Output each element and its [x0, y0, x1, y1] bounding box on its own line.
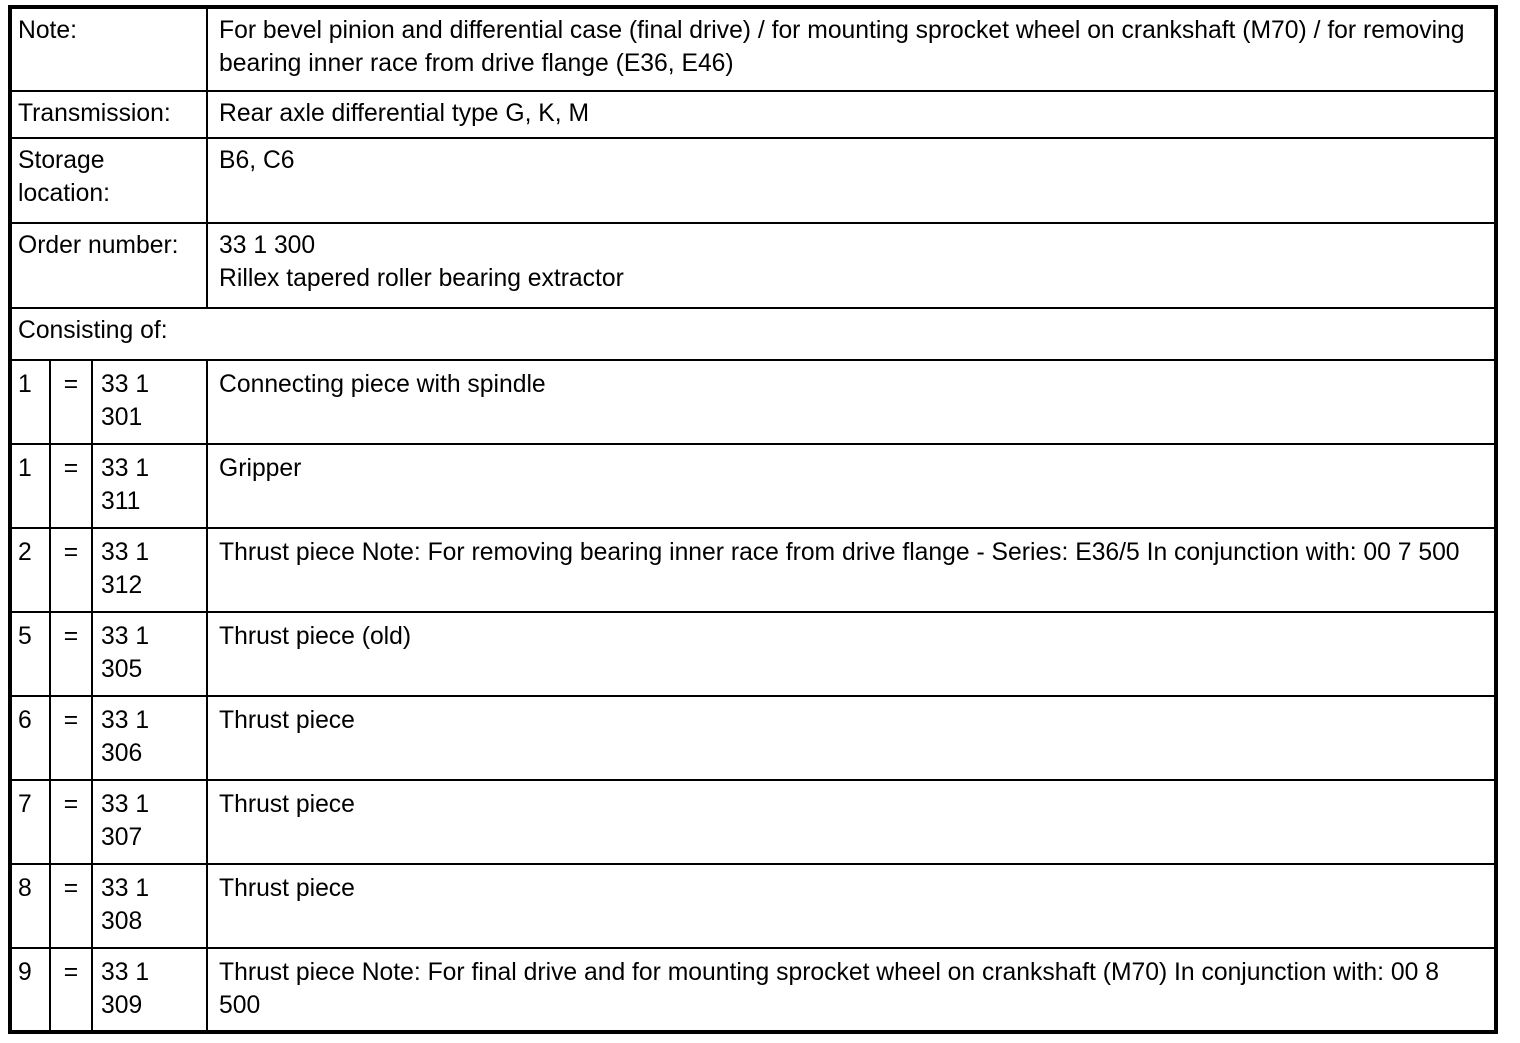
part-qty: 7	[18, 791, 32, 818]
equals-cell	[50, 864, 92, 948]
part-number-cell	[92, 444, 207, 528]
part-qty: 2	[18, 539, 32, 566]
note-row	[10, 7, 1496, 91]
part-qty: 9	[18, 959, 32, 986]
part-number-cell	[92, 948, 207, 1032]
part-number: 33 1 307	[101, 791, 150, 851]
order-number: 33 1 300	[219, 232, 316, 259]
special-tool-info-table	[8, 5, 1498, 1034]
order-number-label: Order number:	[18, 232, 179, 259]
transmission-label-cell	[10, 91, 207, 138]
equals-cell	[50, 612, 92, 696]
order-number-row	[10, 223, 1496, 308]
transmission-value: Rear axle differential type G, K, M	[219, 100, 590, 127]
part-description: Thrust piece (old)	[219, 623, 412, 650]
part-qty-cell	[10, 360, 50, 444]
part-description: Thrust piece	[219, 791, 355, 818]
part-number-cell	[92, 612, 207, 696]
equals-cell	[50, 444, 92, 528]
part-qty-cell	[10, 780, 50, 864]
consisting-of-label: Consisting of:	[18, 317, 168, 344]
part-qty-cell	[10, 948, 50, 1032]
part-qty: 1	[18, 371, 32, 398]
part-description-cell	[207, 444, 1496, 528]
storage-location-row	[10, 138, 1496, 223]
part-qty-cell	[10, 696, 50, 780]
part-row	[10, 444, 1496, 528]
consisting-of-cell	[10, 308, 1496, 360]
part-description-cell	[207, 780, 1496, 864]
part-number: 33 1 312	[101, 539, 150, 599]
part-row	[10, 780, 1496, 864]
part-qty: 5	[18, 623, 32, 650]
part-number-cell	[92, 864, 207, 948]
part-description: Gripper	[219, 455, 302, 482]
part-description-cell	[207, 360, 1496, 444]
note-label: Note:	[18, 17, 78, 44]
storage-location-label: Storage location:	[18, 147, 110, 207]
part-number-cell	[92, 696, 207, 780]
equals-sign: =	[63, 959, 79, 986]
note-label-cell	[10, 7, 207, 91]
order-number-label-cell	[10, 223, 207, 308]
part-qty-cell	[10, 444, 50, 528]
storage-location-value: B6, C6	[219, 147, 295, 174]
transmission-row	[10, 91, 1496, 138]
part-qty-cell	[10, 612, 50, 696]
part-number: 33 1 311	[101, 455, 150, 515]
equals-cell	[50, 696, 92, 780]
equals-cell	[50, 780, 92, 864]
part-description: Thrust piece	[219, 875, 355, 902]
part-row	[10, 696, 1496, 780]
equals-cell	[50, 948, 92, 1032]
part-description-cell	[207, 612, 1496, 696]
equals-cell	[50, 528, 92, 612]
equals-sign: =	[63, 707, 79, 734]
equals-sign: =	[63, 623, 79, 650]
part-description-cell	[207, 696, 1496, 780]
part-qty: 8	[18, 875, 32, 902]
part-number: 33 1 308	[101, 875, 150, 935]
part-number: 33 1 305	[101, 623, 150, 683]
part-number: 33 1 306	[101, 707, 150, 767]
part-row	[10, 864, 1496, 948]
part-number: 33 1 309	[101, 959, 150, 1019]
equals-sign: =	[63, 371, 79, 398]
part-description: Thrust piece Note: For removing bearing inner race from drive flange - Series: E36/5 In conjunction with: 00 7 500	[219, 539, 1460, 566]
part-number-cell	[92, 780, 207, 864]
part-qty-cell	[10, 528, 50, 612]
part-description: Thrust piece Note: For final drive and for mounting sprocket wheel on crankshaft (M70) In conjunction with: 00 8 500	[219, 959, 1439, 1019]
part-qty: 6	[18, 707, 32, 734]
note-value: For bevel pinion and differential case (final drive) / for mounting sprocket wheel on crankshaft (M70) / for removing bearing inner race from drive flange (E36, E46)	[219, 17, 1465, 77]
equals-sign: =	[63, 875, 79, 902]
consisting-of-row	[10, 308, 1496, 360]
part-description-cell	[207, 948, 1496, 1032]
transmission-label: Transmission:	[18, 100, 171, 127]
equals-sign: =	[63, 455, 79, 482]
part-number-cell	[92, 528, 207, 612]
equals-sign: =	[63, 539, 79, 566]
tool-name: Rillex tapered roller bearing extractor	[219, 265, 624, 292]
note-value-cell	[207, 7, 1496, 91]
part-row	[10, 948, 1496, 1032]
transmission-value-cell	[207, 91, 1496, 138]
part-description: Thrust piece	[219, 707, 355, 734]
storage-location-value-cell	[207, 138, 1496, 223]
part-row	[10, 612, 1496, 696]
part-number: 33 1 301	[101, 371, 150, 431]
storage-location-label-cell	[10, 138, 207, 223]
equals-sign: =	[63, 791, 79, 818]
part-description: Connecting piece with spindle	[219, 371, 546, 398]
part-qty-cell	[10, 864, 50, 948]
order-number-value-cell	[207, 223, 1496, 308]
part-description-cell	[207, 528, 1496, 612]
part-row	[10, 528, 1496, 612]
part-number-cell	[92, 360, 207, 444]
part-qty: 1	[18, 455, 32, 482]
part-row	[10, 360, 1496, 444]
part-description-cell	[207, 864, 1496, 948]
equals-cell	[50, 360, 92, 444]
